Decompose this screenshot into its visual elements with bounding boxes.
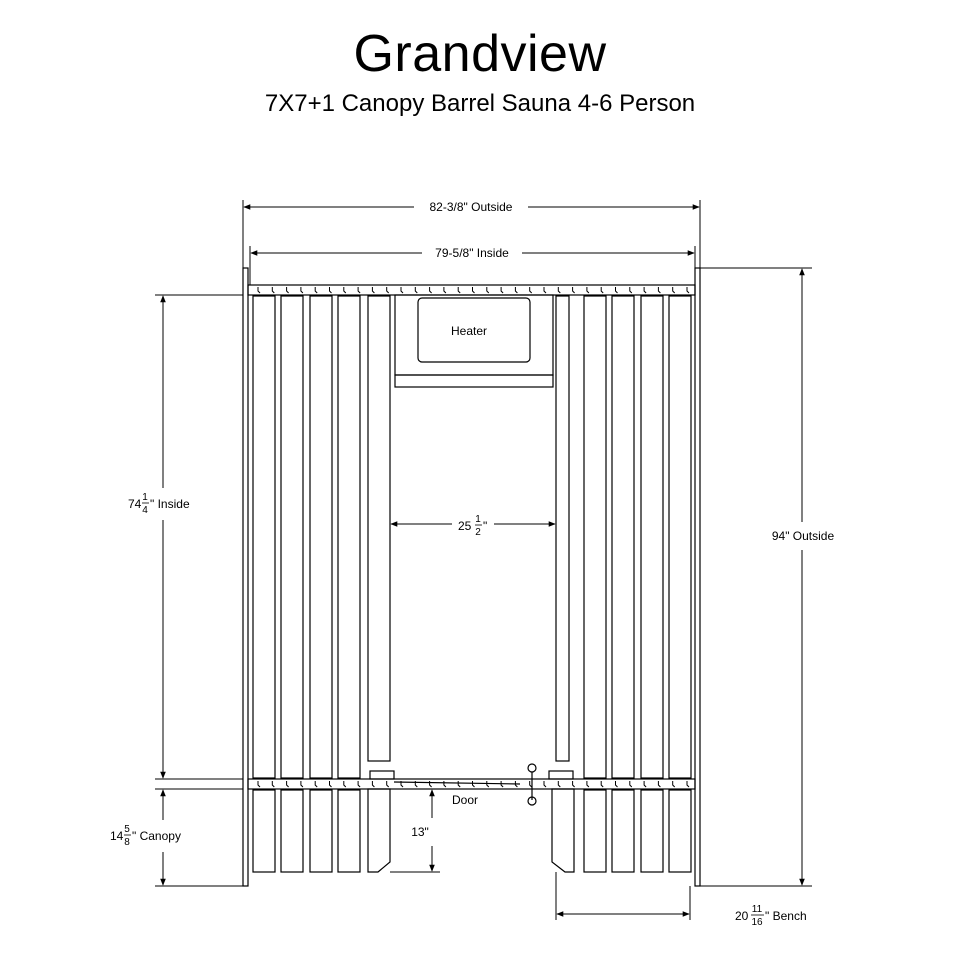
- inside-depth-numerator: 1: [142, 492, 148, 503]
- band-hook: [644, 781, 646, 787]
- canopy-slat-left: [310, 790, 332, 872]
- band-hook: [573, 781, 575, 787]
- band-hook: [372, 781, 374, 787]
- canopy-suffix: " Canopy: [132, 829, 181, 843]
- band-hook: [616, 287, 618, 293]
- canopy-numerator: 5: [124, 824, 130, 835]
- band-hook: [544, 287, 546, 293]
- bench-slat-right: [584, 296, 606, 778]
- band-hook: [687, 781, 689, 787]
- bench-slat-left: [338, 296, 360, 778]
- canopy-slat-left: [253, 790, 275, 872]
- band-hook: [387, 781, 389, 787]
- band-hook: [544, 781, 546, 787]
- bench-slat-left: [253, 296, 275, 778]
- inside-depth-suffix: " Inside: [150, 497, 190, 511]
- door-jamb-left: [368, 296, 390, 761]
- opening-denominator: 2: [475, 527, 481, 538]
- bench-slats: [253, 296, 691, 872]
- band-hook: [673, 781, 675, 787]
- band-hook: [458, 287, 460, 293]
- bench-numerator: 11: [751, 904, 763, 915]
- band-hook: [358, 781, 360, 787]
- band-hook: [401, 287, 403, 293]
- band-hook: [473, 287, 475, 293]
- band-hook: [315, 287, 317, 293]
- bench-whole: 20: [735, 909, 749, 923]
- band-hook: [458, 781, 460, 787]
- band-hook: [616, 781, 618, 787]
- outside-width-label: 82-3/8" Outside: [429, 200, 513, 214]
- opening-whole: 25: [458, 519, 472, 533]
- band-hook: [258, 781, 260, 787]
- band-hook: [630, 287, 632, 293]
- band-hook: [630, 781, 632, 787]
- band-hook: [444, 287, 446, 293]
- bench-slat-right: [612, 296, 634, 778]
- band-hook: [487, 287, 489, 293]
- bench-denominator: 16: [751, 917, 763, 928]
- band-hook: [344, 287, 346, 293]
- band-hook: [644, 287, 646, 293]
- band-hook: [387, 287, 389, 293]
- band-hook: [272, 781, 274, 787]
- inside-depth-label: [128, 492, 190, 516]
- canopy-depth-label: [110, 824, 181, 848]
- bench-suffix: " Bench: [765, 909, 807, 923]
- band-hook: [358, 287, 360, 293]
- band-hook: [587, 287, 589, 293]
- canopy-slat-left: [281, 790, 303, 872]
- bench-depth-label: [735, 904, 807, 928]
- band-hook: [558, 781, 560, 787]
- band-hook: [573, 287, 575, 293]
- band-hook: [687, 287, 689, 293]
- bench-slat-left: [281, 296, 303, 778]
- band-hook: [501, 287, 503, 293]
- canopy-slat-right: [669, 790, 691, 872]
- inside-depth-denominator: 4: [142, 505, 148, 516]
- door-opening-label: [458, 514, 487, 538]
- band-hook: [415, 287, 417, 293]
- canopy-slat-right: [584, 790, 606, 872]
- band-hook: [444, 781, 446, 787]
- band-hook: [473, 781, 475, 787]
- band-hook: [673, 287, 675, 293]
- canopy-denominator: 8: [124, 837, 130, 848]
- band-hook: [658, 781, 660, 787]
- opening-suffix: ": [483, 519, 488, 533]
- band-hook: [330, 781, 332, 787]
- band-hook: [301, 287, 303, 293]
- band-hook: [558, 287, 560, 293]
- page-title: Grandview: [353, 25, 607, 83]
- band-hook: [315, 781, 317, 787]
- band-hook: [430, 781, 432, 787]
- heater-label: Heater: [450, 324, 488, 338]
- outside-height-label: 94" Outside: [771, 529, 835, 543]
- band-hook: [301, 781, 303, 787]
- opening-numerator: 1: [475, 514, 481, 525]
- band-hook: [587, 781, 589, 787]
- band-hook: [287, 781, 289, 787]
- band-hook: [530, 287, 532, 293]
- band-hook: [258, 287, 260, 293]
- canopy-slat-left: [338, 790, 360, 872]
- band-hook: [601, 781, 603, 787]
- inside-depth-whole: 74: [128, 497, 142, 511]
- door-jamb-right: [556, 296, 569, 761]
- door-label: Door: [451, 793, 479, 807]
- inside-width-label: 79-5/8" Inside: [435, 246, 509, 260]
- canopy-slat-right: [612, 790, 634, 872]
- canopy-slat-right: [641, 790, 663, 872]
- band-hook: [515, 287, 517, 293]
- bench-slat-right: [669, 296, 691, 778]
- bench-slat-right: [641, 296, 663, 778]
- band-hook: [601, 287, 603, 293]
- heater: [395, 295, 553, 387]
- step-depth-label: 13": [411, 825, 429, 839]
- band-hook: [344, 781, 346, 787]
- canopy-whole: 14: [110, 829, 124, 843]
- band-hook: [372, 287, 374, 293]
- band-hook: [430, 287, 432, 293]
- band-hook: [287, 287, 289, 293]
- bench-slat-left: [310, 296, 332, 778]
- band-hook: [330, 287, 332, 293]
- band-hook: [272, 287, 274, 293]
- band-hook: [658, 287, 660, 293]
- page-subtitle: 7X7+1 Canopy Barrel Sauna 4-6 Person: [264, 90, 696, 117]
